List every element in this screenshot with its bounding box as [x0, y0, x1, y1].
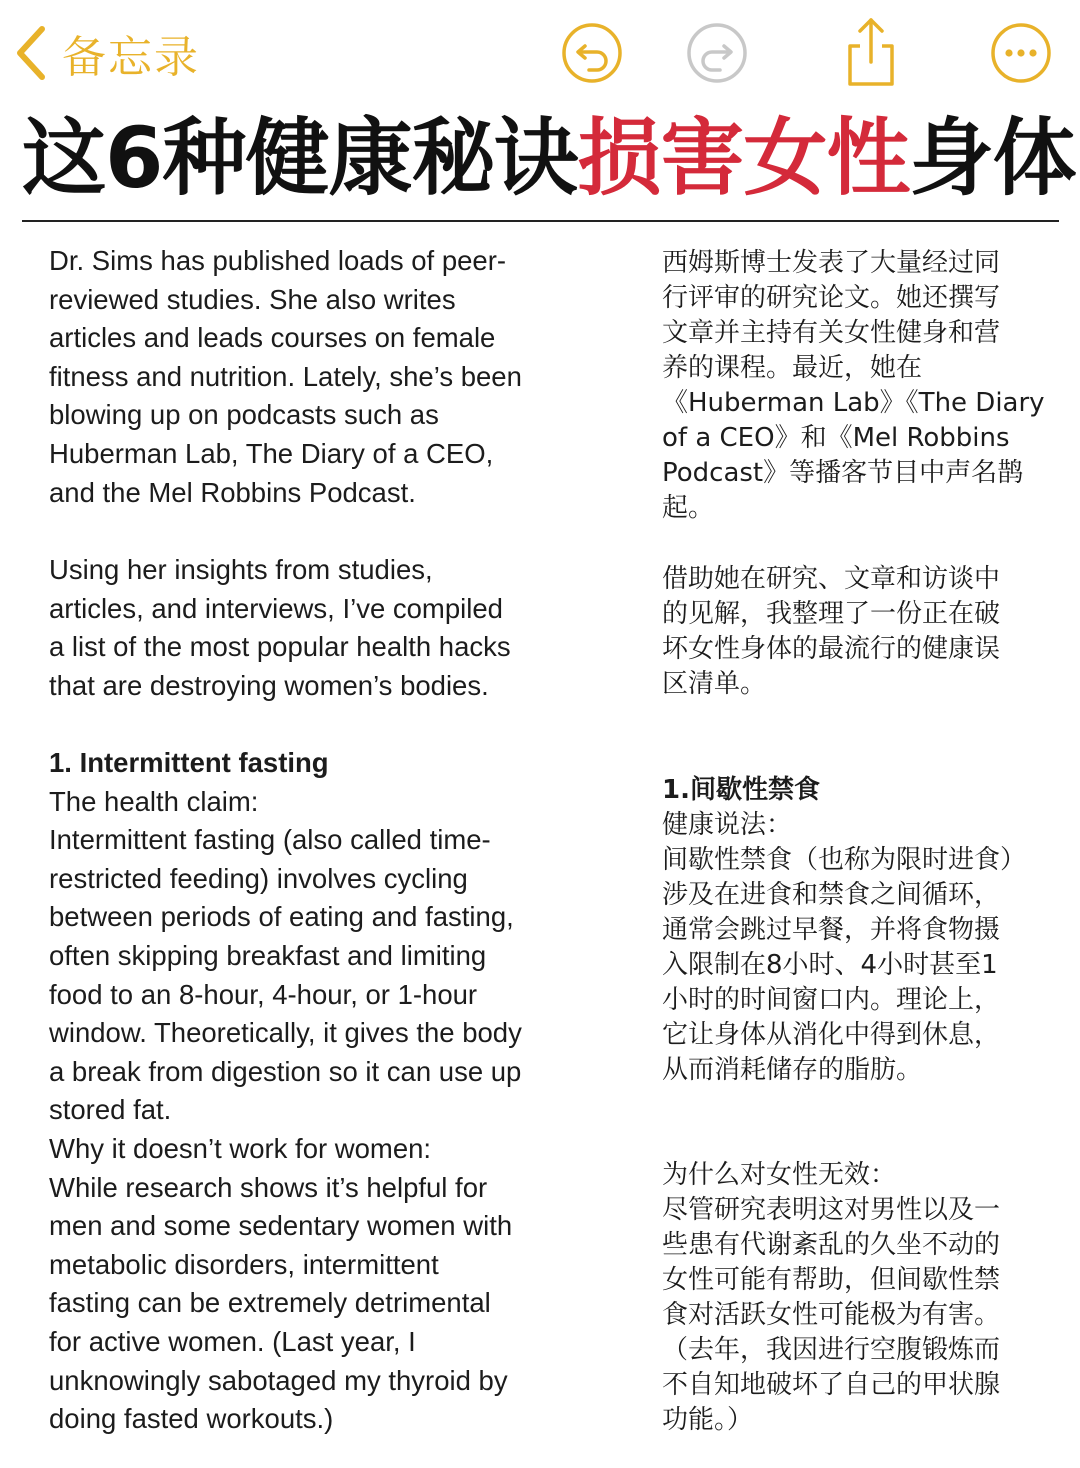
text-line: 食对活跃女性可能极为有害。 — [662, 1300, 1001, 1330]
text-line: Dr. Sims has published loads of peer- — [49, 245, 507, 276]
text-line: 间歇性禁食（也称为限时进食） — [662, 845, 1027, 875]
text-line: Using her insights from studies, — [49, 554, 433, 585]
more-button[interactable] — [990, 22, 1052, 84]
back-label: 备忘录 — [62, 32, 200, 83]
text-line: stored fat. — [49, 1094, 172, 1126]
ellipsis-icon — [990, 22, 1052, 84]
text-line: 功能。） — [662, 1405, 754, 1435]
text-line: 它让身体从消化中得到休息， — [662, 1020, 1001, 1050]
text-line: Huberman Lab, The Diary of a CEO, — [49, 437, 494, 469]
text-line: men and some sedentary women with — [49, 1210, 513, 1242]
title-part1: 这6种健康秘诀 — [22, 109, 578, 207]
claim-label: 健康说法： — [662, 810, 793, 840]
section-heading: 1.间歇性禁食 — [662, 775, 820, 805]
text-line: a break from digestion so it can use up — [49, 1055, 522, 1087]
text-line: fasting can be extremely detrimental — [49, 1287, 491, 1319]
text-line: 从而消耗储存的脂肪。 — [662, 1055, 923, 1085]
section-heading: 1. Intermittent fasting — [49, 747, 329, 778]
redo-icon — [686, 22, 748, 84]
text-line: a list of the most popular health hacks — [49, 631, 511, 663]
text-line: 区清单。 — [662, 669, 767, 699]
text-line: between periods of eating and fasting, — [49, 901, 514, 933]
text-line: for active women. (Last year, I — [49, 1325, 416, 1357]
chinese-paragraph-1 — [662, 246, 1062, 526]
title-highlight: 损害女性 — [577, 109, 910, 207]
chinese-paragraph-2 — [662, 562, 1062, 702]
text-line: （去年，我因进行空腹锻炼而 — [662, 1335, 1001, 1365]
text-line: metabolic disorders, intermittent — [49, 1248, 439, 1280]
redo-button[interactable] — [686, 22, 748, 84]
text-line: 小时的时间窗口内。理论上， — [662, 985, 1001, 1015]
text-line: 女性可能有帮助，但间歇性禁 — [662, 1265, 1001, 1295]
text-line: 起。 — [662, 493, 715, 523]
text-line: window. Theoretically, it gives the body — [49, 1017, 522, 1049]
text-line: 入限制在8小时、4小时甚至1 — [662, 950, 998, 980]
title-part2: 身体 — [909, 109, 1076, 207]
text-line: 《Huberman Lab》《The Diary — [662, 388, 1045, 418]
text-line: articles, and interviews, I’ve compiled — [49, 592, 503, 624]
text-line: 通常会跳过早餐，并将食物摄 — [662, 915, 1001, 945]
text-line: Podcast》等播客节目中声名鹊 — [662, 458, 1024, 488]
text-line: blowing up on podcasts such as — [49, 399, 439, 431]
text-line: 涉及在进食和禁食之间循环， — [662, 880, 1001, 910]
text-line: 的见解，我整理了一份正在破 — [662, 599, 1001, 629]
text-line: 养的课程。最近，她在 — [662, 353, 923, 383]
back-button[interactable] — [14, 22, 200, 84]
undo-button[interactable] — [561, 22, 623, 84]
chinese-section-1-claim — [662, 773, 1062, 1088]
text-line: doing fasted workouts.) — [49, 1403, 334, 1435]
english-paragraph-1 — [49, 242, 609, 512]
text-line: While research shows it’s helpful for — [49, 1171, 488, 1203]
share-icon — [840, 16, 902, 88]
text-line: fitness and nutrition. Lately, she’s been — [49, 360, 522, 392]
text-line: 尽管研究表明这对男性以及一 — [662, 1195, 1001, 1225]
text-line: 坏女性身体的最流行的健康误 — [662, 634, 1001, 664]
text-line: often skipping breakfast and limiting — [49, 939, 487, 971]
text-line: 不自知地破坏了自己的甲状腺 — [662, 1370, 1001, 1400]
text-line: and the Mel Robbins Podcast. — [49, 476, 416, 508]
english-section-1 — [49, 744, 609, 1439]
english-paragraph-2 — [49, 551, 609, 705]
text-line: food to an 8-hour, 4-hour, or 1-hour — [49, 978, 478, 1010]
note-title[interactable] — [22, 106, 1076, 210]
text-line: of a CEO》和《Mel Robbins — [662, 423, 1010, 453]
text-line: 西姆斯博士发表了大量经过同 — [662, 248, 1001, 278]
claim-label: The health claim: — [49, 785, 259, 817]
text-line: Intermittent fasting (also called time- — [49, 824, 491, 856]
undo-icon — [561, 22, 623, 84]
text-line: 借助她在研究、文章和访谈中 — [662, 564, 1001, 594]
text-line: unknowingly sabotaged my thyroid by — [49, 1364, 508, 1396]
text-line: reviewed studies. She also writes — [49, 283, 456, 315]
title-divider — [22, 220, 1059, 222]
text-line: 行评审的研究论文。她还撰写 — [662, 283, 1001, 313]
text-line: that are destroying women’s bodies. — [49, 669, 489, 701]
text-line: restricted feeding) involves cycling — [49, 862, 468, 894]
notes-toolbar — [0, 0, 1080, 108]
why-label: 为什么对女性无效： — [662, 1160, 897, 1190]
why-label: Why it doesn’t work for women: — [49, 1132, 432, 1164]
text-line: 些患有代谢紊乱的久坐不动的 — [662, 1230, 1001, 1260]
share-button[interactable] — [840, 16, 902, 78]
chevron-left-icon — [14, 25, 48, 81]
chinese-section-1-why — [662, 1158, 1062, 1438]
text-line: 文章并主持有关女性健身和营 — [662, 318, 1001, 348]
text-line: articles and leads courses on female — [49, 322, 496, 354]
